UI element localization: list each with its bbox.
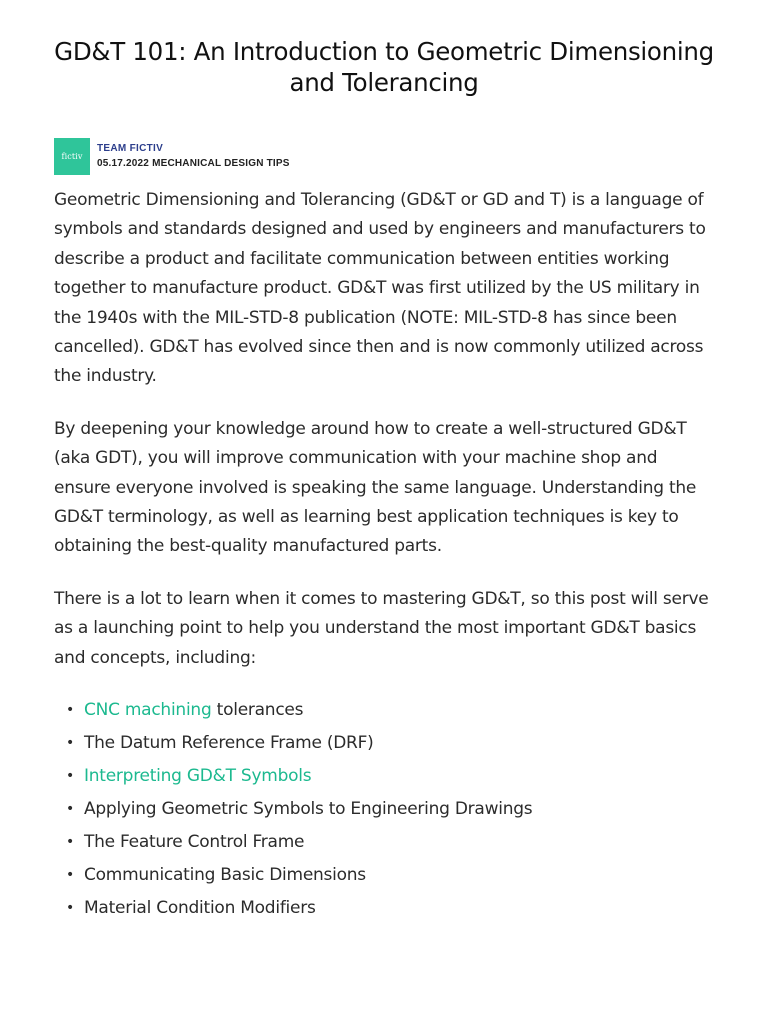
logo-text: fictiv: [61, 151, 83, 161]
bullet-icon: •: [66, 735, 75, 752]
list-item: [66, 727, 714, 760]
list-item-text: Communicating Basic Dimensions: [84, 865, 366, 886]
cnc-machining-link[interactable]: CNC machining: [84, 700, 212, 721]
byline-meta: [97, 141, 290, 171]
bullet-icon: •: [66, 768, 75, 785]
interpreting-symbols-link[interactable]: Interpreting GD&T Symbols: [84, 766, 312, 787]
list-item-text: Material Condition Modifiers: [84, 898, 316, 919]
list-item: [66, 826, 714, 859]
list-item-text: tolerances: [211, 700, 304, 721]
bullet-icon: •: [66, 834, 75, 851]
list-item-text: The Feature Control Frame: [84, 832, 305, 853]
intro-paragraph: Geometric Dimensioning and Tolerancing (GD&T or GD and T) is a language of symbols and standards designed and used by engineers and manufacturers to describe a product and facilitate communication between entities working together to manufacture product. GD&T was first utilized by the US military in the 1940s with the MIL-STD-8 publication (NOTE: MIL-STD-8 has since been cancelled). GD&T has evolved since then and is now commonly utilized across the industry.: [54, 190, 706, 387]
bullet-icon: •: [66, 801, 75, 818]
list-item: [66, 859, 714, 892]
author-logo: [54, 138, 90, 175]
bullet-icon: •: [66, 900, 75, 917]
category-tag[interactable]: MECHANICAL DESIGN TIPS: [152, 158, 290, 169]
list-item-text: Applying Geometric Symbols to Engineering Drawings: [84, 799, 533, 820]
list-item: [66, 694, 714, 727]
publish-date: 05.17.2022: [97, 158, 150, 169]
third-paragraph: There is a lot to learn when it comes to mastering GD&T, so this post will serve as a launching point to help you understand the most important GD&T basics and concepts, including:: [54, 588, 709, 668]
bullet-icon: •: [66, 867, 75, 884]
topics-list: [54, 694, 714, 925]
list-item: [66, 892, 714, 925]
byline: [54, 137, 714, 175]
list-item: [66, 760, 714, 793]
author-name[interactable]: TEAM FICTIV: [97, 143, 164, 154]
list-item: [66, 793, 714, 826]
list-item-text: The Datum Reference Frame (DRF): [84, 733, 374, 754]
bullet-icon: •: [66, 702, 75, 719]
date-line: [97, 156, 290, 171]
second-paragraph: By deepening your knowledge around how to create a well-structured GD&T (aka GDT), you will improve communication with your machine shop and ensure everyone involved is speaking the same language. Understanding the GD&T terminology, as well as learning best application techniques is key to obtaining the best-quality manufactured parts.: [54, 418, 697, 557]
article-title: GD&T 101: An Introduction to Geometric Dimensioning and Tolerancing: [54, 37, 714, 97]
